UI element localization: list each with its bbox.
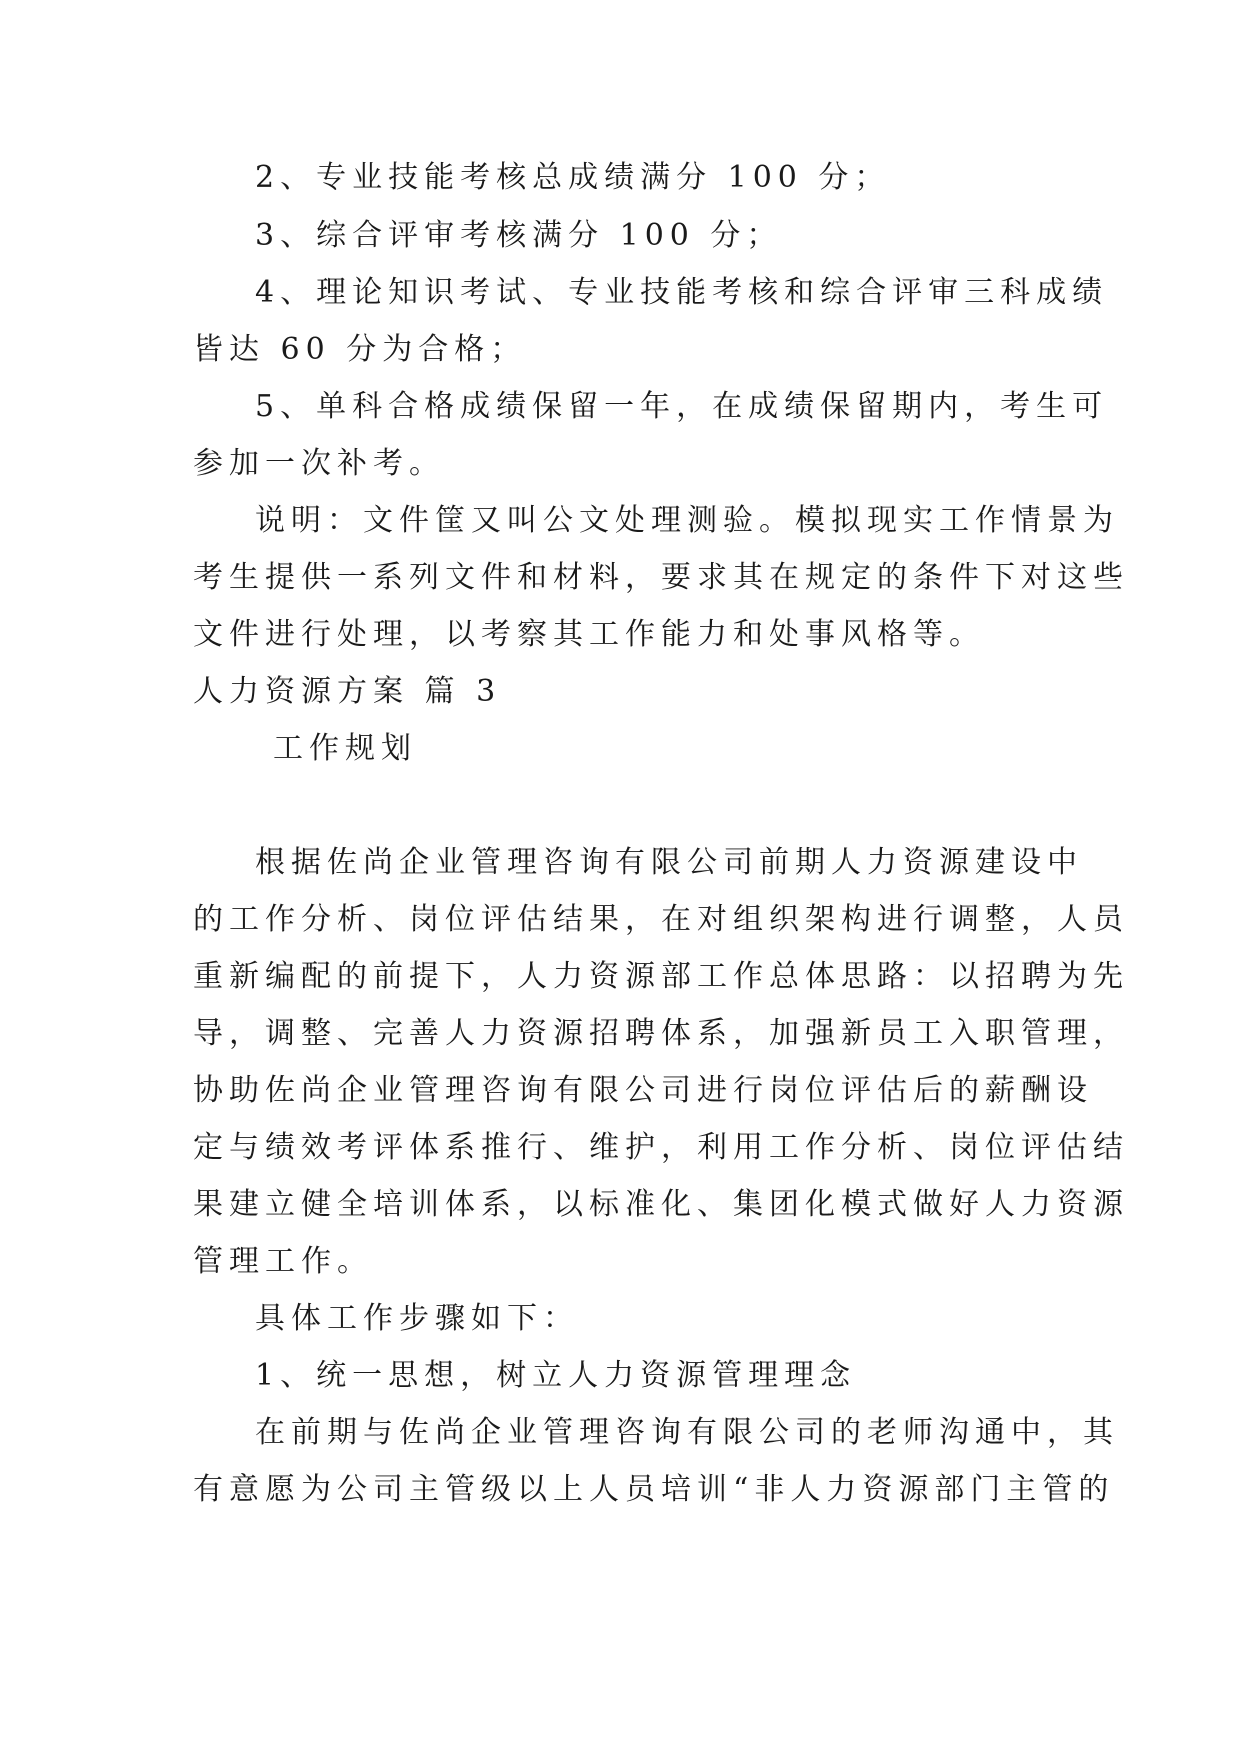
sub-heading: 工作规划 xyxy=(273,731,417,766)
text-line: 管理工作。 xyxy=(193,1244,373,1279)
text-line: 考生提供一系列文件和材料，要求其在规定的条件下对这些 xyxy=(193,560,1129,595)
text-line: 3、综合评审考核满分 100 分； xyxy=(255,218,783,253)
text-line: 导，调整、完善人力资源招聘体系，加强新员工入职管理， xyxy=(193,1016,1129,1051)
text-line: 1、统一思想，树立人力资源管理理念 xyxy=(255,1358,857,1393)
text-line: 皆达 60 分为合格； xyxy=(193,332,527,367)
text-line: 有意愿为公司主管级以上人员培训“非人力资源部门主管的 xyxy=(193,1472,1115,1507)
text-line: 具体工作步骤如下： xyxy=(255,1301,579,1336)
text-line: 的工作分析、岗位评估结果，在对组织架构进行调整，人员 xyxy=(193,902,1129,937)
text-line: 在前期与佐尚企业管理咨询有限公司的老师沟通中，其 xyxy=(255,1415,1119,1450)
text-line: 果建立健全培训体系，以标准化、集团化模式做好人力资源 xyxy=(193,1187,1129,1222)
text-line: 根据佐尚企业管理咨询有限公司前期人力资源建设中 xyxy=(255,845,1083,880)
section-heading: 人力资源方案 篇 3 xyxy=(193,674,502,709)
text-line: 定与绩效考评体系推行、维护，利用工作分析、岗位评估结 xyxy=(193,1130,1129,1165)
text-line: 5、单科合格成绩保留一年，在成绩保留期内，考生可 xyxy=(255,389,1109,424)
text-line: 文件进行处理，以考察其工作能力和处事风格等。 xyxy=(193,617,985,652)
text-line: 协助佐尚企业管理咨询有限公司进行岗位评估后的薪酬设 xyxy=(193,1073,1093,1108)
text-line: 说明：文件筐又叫公文处理测验。模拟现实工作情景为 xyxy=(255,503,1119,538)
text-line: 重新编配的前提下，人力资源部工作总体思路：以招聘为先 xyxy=(193,959,1129,994)
text-line: 4、理论知识考试、专业技能考核和综合评审三科成绩 xyxy=(255,275,1109,310)
text-line: 2、专业技能考核总成绩满分 100 分； xyxy=(255,160,891,195)
text-line: 参加一次补考。 xyxy=(193,446,445,481)
